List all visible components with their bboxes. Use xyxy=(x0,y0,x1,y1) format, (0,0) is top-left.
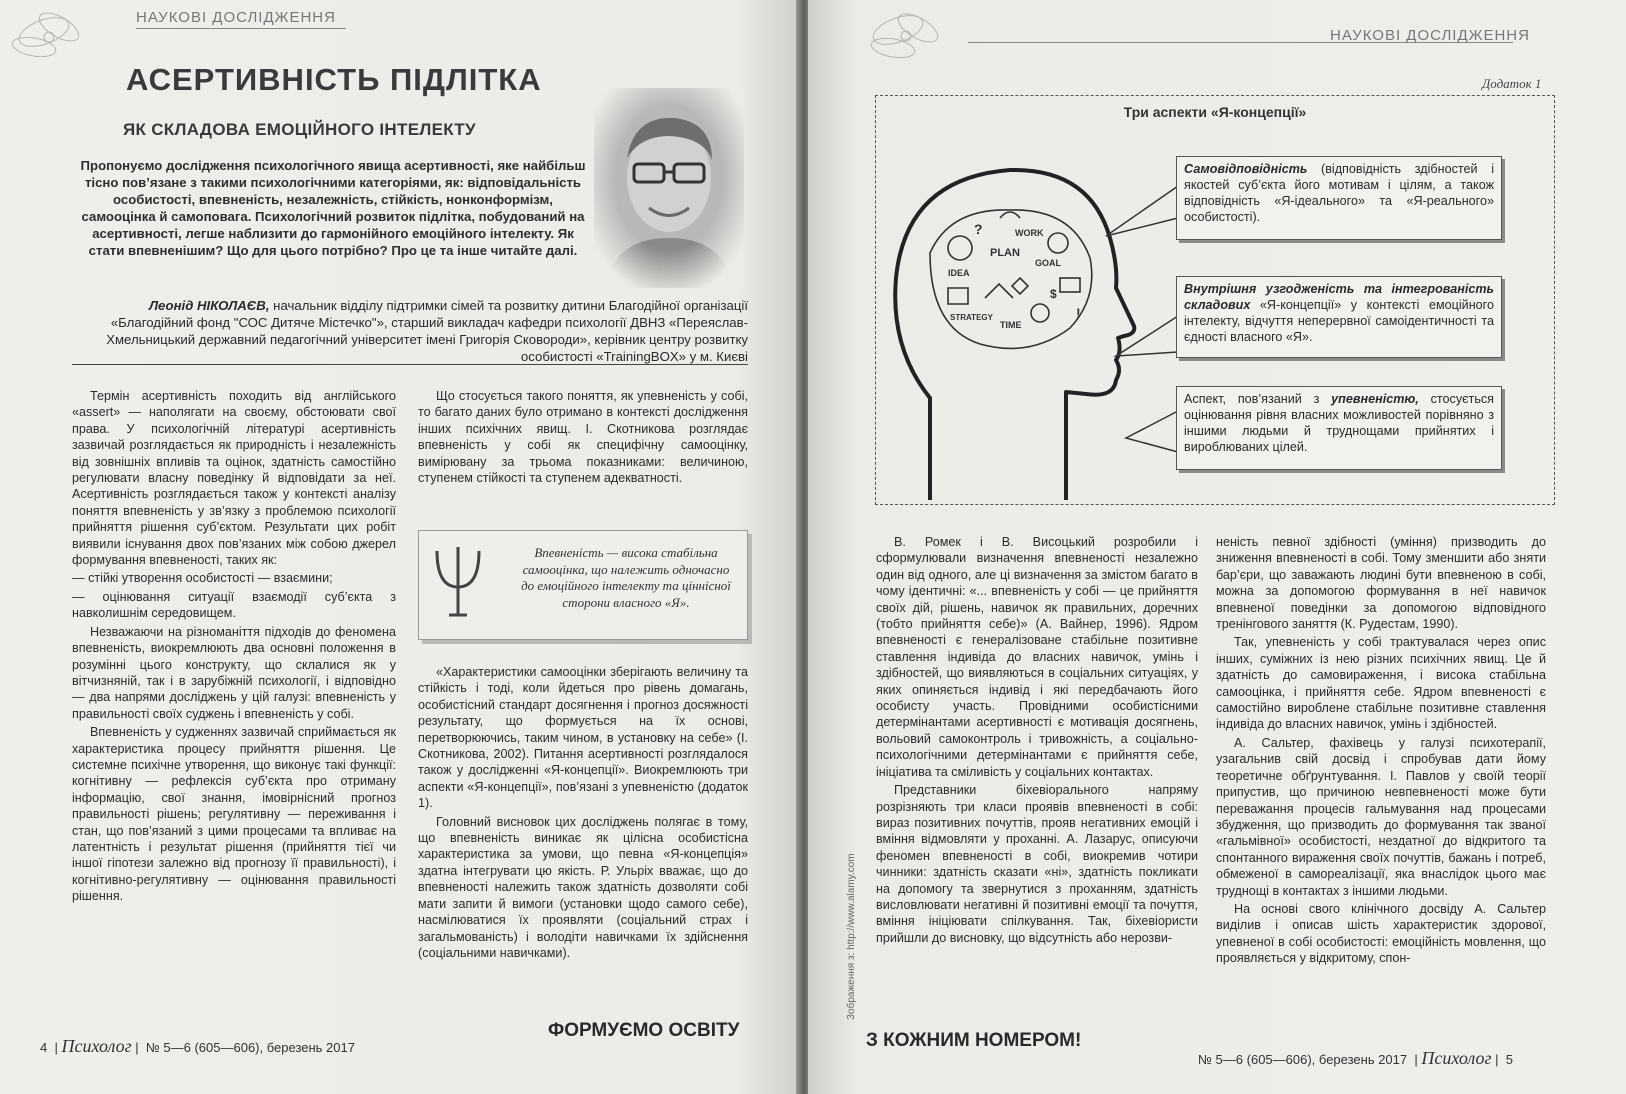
article-title: АСЕРТИВНІСТЬ ПІДЛІТКА xyxy=(126,62,542,97)
text-column-1 xyxy=(72,388,396,907)
author-info: начальник відділу підтримки сімей та розвитку дитини Благодійної організації «Благодійний фонд "СОС Дитяче Містечко"», старший викладач кафедри психології ДВНЗ «Переяслав-Хмельницький державний педагогічний університет імені Григорія Сковороди», керівник центру розвитку особистості «TrainingBOX» у м. Києві xyxy=(106,298,748,364)
article-subtitle: ЯК СКЛАДОВА ЕМОЦІЙНОГО ІНТЕЛЕКТУ xyxy=(123,120,476,139)
aspect-box-1 xyxy=(1176,156,1502,240)
text-column-3 xyxy=(876,534,1198,948)
brain-word: GOAL xyxy=(1035,258,1061,268)
flower-ornament-icon xyxy=(858,0,978,70)
paragraph: Термін асертивність походить від англійського «assert» — наполягати на своєму, обстоювати свої права. У психологічній літературі асертивність зазвичай розглядається як природність і незалежність від зовнішніх впливів та оцінок, здатність самостійно регулювати власну поведінку й відповідати за неї. Асертивність розглядається також у контексті аналізу поняття впевненість у зв’язку з проблемою психології прийняття рішення суб’єктом. Результати цих робіт виявили існування двох пов’язаних між собою джерел формування впевненості, таких як: xyxy=(72,389,396,568)
aspect-3-title: упевненістю, xyxy=(1331,392,1419,406)
aspect-1-text: (відповідність здібностей і якостей суб’єкта його мотивам і цілям, а також відповідність «Я-ідеального» та «Я-реального» особистості). xyxy=(1184,162,1494,224)
aspect-3-text: стосується оцінювання рівня власних можливостей порівняно з іншими людьми й труднощами прийнятих і вироблюваних цілей. xyxy=(1184,392,1494,454)
aspect-2-text: «Я-концепції» у контексті емоційного інтелекту, відчуття неперервної самоідентичності та єдності власного «Я». xyxy=(1184,298,1494,344)
aspect-box-2 xyxy=(1176,276,1502,358)
definition-callout xyxy=(418,530,748,640)
psi-icon xyxy=(431,541,485,621)
page-number: 5 xyxy=(1505,1052,1513,1067)
paragraph: — оцінювання ситуації взаємодії суб’єкта з навколишнім середовищем. xyxy=(72,589,396,621)
section-header: НАУКОВІ ДОСЛІДЖЕННЯ xyxy=(136,9,336,26)
aspect-2-title: Внутрішня узгодженість та інтегрованість складових xyxy=(1184,282,1494,312)
paragraph: А. Сальтер, фахівець у галузі психотерапії, узагальнив свій досвід і спробував дати йому теоретичне обґрунтування. І. Павлов у своїй теорії припустив, що причиною невпевненості може бути переважання процесів гальмування над процесами збудження, що призводить до формування так званої «гальмівної» особистості, нездатної до відкритого та спонтанного вираження своїх почуттів, бажань і потреб, обмеженої в самореалізації, яка внаслідок цього має труднощі в контактах з іншими людьми. xyxy=(1216,735,1546,898)
text-column-4 xyxy=(1216,534,1546,969)
aspect-1-title: Самовідповідність xyxy=(1184,162,1308,176)
paragraph: Незважаючи на різноманіття підходів до феномена впевненість, виокремлюють два основні положення в розумінні цього конструкту, що склалися як у вітчизняній, так і в зарубіжній психології, і відповідно — два напрями досліджень у цій галузі: впевненість у правильності своїх суджень і впевненість у собі. xyxy=(72,624,396,721)
text-column-2 xyxy=(418,388,748,488)
paragraph: На основі свого клінічного досвіду А. Сальтер виділив і описав шість характеристик здорової, упевненої в собі особистості: емоційність мовлення, що проявляється у відкритому, спон- xyxy=(1216,901,1546,966)
paragraph: Що стосується такого поняття, як упевненість у собі, то багато даних було отримано в контексті дослідження інших психічних явищ. І. Скотникова розглядає впевненість у собі як специфічну самооцінку, вимірювану за трьома показниками: величиною, ступенем стійкості та ступенем адекватності. xyxy=(418,389,748,486)
magazine-logo: Психолог xyxy=(1421,1048,1492,1068)
issue-info: № 5—6 (605—606), березень 2017 xyxy=(145,1040,355,1055)
aspect-box-3 xyxy=(1176,386,1502,470)
footer-right: № 5—6 (605—606), березень 2017 | Психолог | 5 xyxy=(1198,1048,1513,1068)
ya-concept-diagram xyxy=(875,95,1555,505)
paragraph: Представники біхевіорального напряму розрізняють три класи проявів впевненості в собі: вираз позитивних почуттів, прояв негативних емоцій і вміння відмовляти у проханні. А. Лазарус, описуючи феномен впевненості в собі, виокремив чотири чинники: здатність сказати «ні», здатність покликати на допомогу та звернутися з проханням, здатність висловлювати негативні й позитивні емоції та почуття, вміння ініціювати спілкування. Так, біхевіористи прийшли до висновку, що відсутність або нерозви- xyxy=(876,783,1198,945)
footer-left: 4 | Психолог | № 5—6 (605—606), березень 2017 xyxy=(40,1036,355,1056)
paragraph: Так, упевненість у собі трактувалася через опис інших, суміжних із нею різних психічних явищ. Це й здатність до самовираження, і висока стабільна самооцінка, і прийняття себе. Ядром впевненості є самостійно вироблене стабільне позитивне ставлення індивіда до власних навичок, умінь і здібностей. xyxy=(1216,635,1546,732)
paragraph: «Характеристики самооцінки зберігають величину та стійкість і тоді, коли йдеться про рівень домагань, особистісний стандарт досягнення і прогноз досяжності результату, що формується на їх основі, перетворюючись, таким чином, в установку на себе» (І. Скотникова, 2002). Питання асертивності розглядалося також у дослідженні «Я-концепції». Виокремлюють три аспекти «Я-концепції», пов’язані з упевненістю (додаток 1). xyxy=(418,665,748,811)
byline-rule xyxy=(72,364,748,365)
author-photo xyxy=(594,88,744,288)
appendix-label: Додаток 1 xyxy=(1482,76,1542,91)
image-credit: Зображення з: http://www.alamy.com xyxy=(846,853,857,1020)
flower-ornament-icon xyxy=(4,2,124,72)
author-name: Леонід НІКОЛАЄВ, xyxy=(148,298,270,313)
brain-word: IDEA xyxy=(948,268,970,278)
left-page xyxy=(0,0,800,1094)
header-rule xyxy=(136,28,346,29)
paragraph: — стійкі утворення особистості — взаємини; xyxy=(72,571,333,586)
paragraph: неність певної здібності (уміння) призводить до зниження впевненості в собі. Тому зменшити або зняти бар’єри, що заважають людині бути впевненою в собі, можна за допомогою формування в неї навичок впевненої поведінки за допомогою відповідного тренінгового заняття (К. Рудестам, 1990). xyxy=(1216,535,1546,632)
author-byline xyxy=(80,297,748,365)
brain-word: STRATEGY xyxy=(950,313,993,322)
brain-word: TIME xyxy=(1000,320,1022,330)
magazine-logo: Психолог xyxy=(61,1036,132,1056)
brain-word: WORK xyxy=(1015,228,1044,238)
diagram-title: Три аспекти «Я-концепції» xyxy=(1123,104,1307,120)
page-number: 4 xyxy=(40,1040,48,1055)
callout-text: Впевненість — висока стабільна самооцінка, що належить одночасно до емоційного інтелекту та ціннісної сторони власного «Я». xyxy=(521,545,731,610)
section-header: НАУКОВІ ДОСЛІДЖЕННЯ xyxy=(1330,27,1530,44)
footer-slogan: З КОЖНИМ НОМЕРОМ! xyxy=(866,1030,1082,1051)
footer-slogan: ФОРМУЄМО ОСВІТУ xyxy=(548,1020,740,1041)
text-column-2-continued xyxy=(418,664,748,963)
issue-info: № 5—6 (605—606), березень 2017 xyxy=(1198,1052,1408,1067)
article-lead: Пропонуємо дослідження психологічного явища асертивності, яке найбільш тісно пов’язане з такими психологічними категоріями, як: відповідальність особистості, впевненість, незалежність, стійкість, нонконформізм, самооцінка й самоповага. Психологічний розвиток підлітка, побудований на асертивності, легше наблизити до гармонійного емоційного інтелекту. Як стати впевненішим? Що для цього потрібно? Про це та інше читайте далі. xyxy=(80,158,586,258)
brain-word: $ xyxy=(1050,287,1057,301)
paragraph: Впевненість у судженнях зазвичай сприймається як характеристика процесу прийняття рішення. Це системне психічне утворення, що виконує такі функції: когнітивну — рефлексія суб’єкта про отриману інформацію, свої знання, імовірнісний прогноз правильності рішень; регулятивну — переживання і стан, що пов’язаний з цими процесами та впливає на латентність і результат рішення (прийняття тієї чи іншої гіпотези залежно від прогнозу її правильності), і когнітивно-регулятивну — оцінювання правильності рішення. xyxy=(72,725,396,904)
paragraph: В. Ромек і В. Висоцький розробили і сформулювали визначення впевненості незалежно один від одного, але ці визначення за змістом багато в чому ідентичні: «... впевненість у собі — це прийняття своїх дій, рішень, навичок як правильних, доречних (тобто прийняття себе)» (А. Вайнер, 1996). Ядром впевненості є генералізоване стабільне позитивне ставлення індивіда до власних навичок, умінь і здібностей, що виявляються в соціальних ситуаціях, у яких опиняється індивід і які передбачають його особисту участь. Провідними особистісними детермінантами асертивності є мотивація досягнень, вольовий самоконтроль і тривожність, а соціально-психологічними детермінантами є прийняття себе, ініціатива та сміливість у соціальних контактах. xyxy=(876,535,1198,779)
brain-word: ! xyxy=(1076,305,1081,321)
aspect-3-pre: Аспект, пов’язаний з xyxy=(1184,392,1332,406)
paragraph: Головний висновок цих досліджень полягає в тому, що впевненість виникає як цілісна особистісна характеристика за умови, що певна «Я-концепція» здатна інтегрувати цю якість. Р. Ульріх вважає, що до впевненості належить також здатність дозволяти собі мати запити й вимоги (установки щодо самого себе), насмілюватися їх проявляти (соціальний страх і загальмованість) і володіти навичками їх здійснення (соціальними навичками). xyxy=(418,814,748,960)
brain-word: ? xyxy=(974,221,983,237)
brain-word: PLAN xyxy=(990,247,1020,259)
